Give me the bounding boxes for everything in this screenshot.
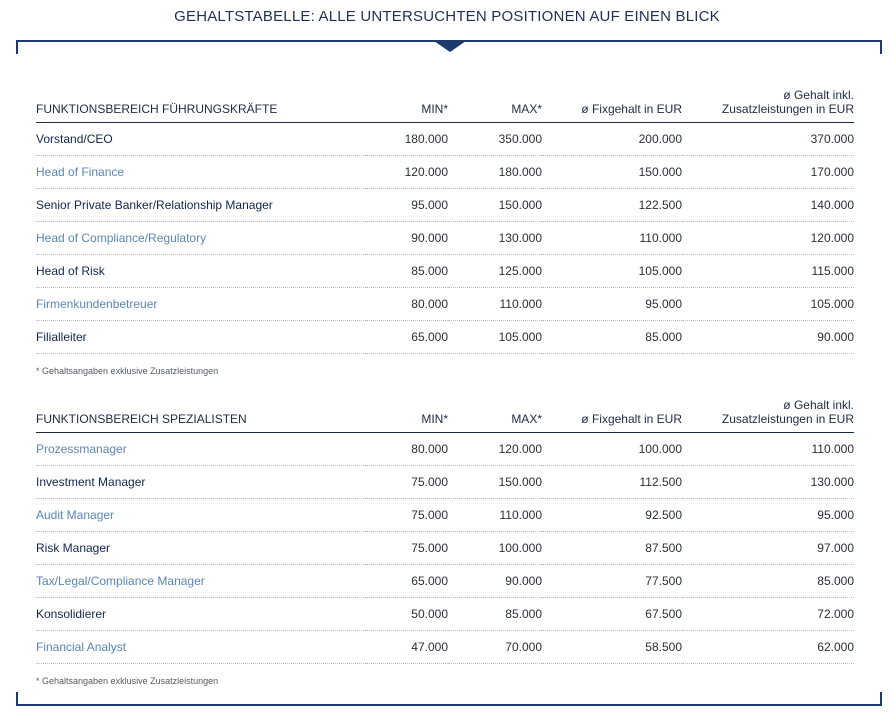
cell-min: 120.000 <box>366 156 448 189</box>
cell-fix: 200.000 <box>542 123 682 156</box>
frame-notch-arrow-icon <box>434 41 466 52</box>
cell-fix: 112.500 <box>542 466 682 499</box>
cell-min: 75.000 <box>366 532 448 565</box>
cell-min: 95.000 <box>366 189 448 222</box>
cell-fix: 122.500 <box>542 189 682 222</box>
cell-fix: 150.000 <box>542 156 682 189</box>
cell-fix: 77.500 <box>542 565 682 598</box>
cell-max: 120.000 <box>448 433 542 466</box>
position-name: Vorstand/CEO <box>36 123 366 156</box>
cell-fix: 92.500 <box>542 499 682 532</box>
cell-max: 70.000 <box>448 631 542 664</box>
cell-min: 75.000 <box>366 466 448 499</box>
position-name: Prozessmanager <box>36 433 366 466</box>
table-row <box>36 631 854 664</box>
cell-fix: 67.500 <box>542 598 682 631</box>
cell-min: 85.000 <box>366 255 448 288</box>
cell-min: 65.000 <box>366 565 448 598</box>
position-name: Head of Compliance/Regulatory <box>36 222 366 255</box>
column-header-fix: ø Fixgehalt in EUR <box>542 386 682 433</box>
cell-total: 370.000 <box>682 123 854 156</box>
cell-fix: 105.000 <box>542 255 682 288</box>
salary-table-fuehrungskraefte <box>36 76 854 354</box>
position-name: Senior Private Banker/Relationship Manager <box>36 189 366 222</box>
cell-fix: 110.000 <box>542 222 682 255</box>
cell-total: 97.000 <box>682 532 854 565</box>
column-header-total-line2: Zusatzleistungen in EUR <box>721 412 854 426</box>
footnote: * Gehaltsangaben exklusive Zusatzleistungen <box>36 676 219 686</box>
cell-min: 80.000 <box>366 288 448 321</box>
table-row <box>36 156 854 189</box>
frame-corner-bottom-right <box>880 692 882 706</box>
cell-total: 140.000 <box>682 189 854 222</box>
cell-total: 170.000 <box>682 156 854 189</box>
column-header-total-line1: ø Gehalt inkl. <box>783 398 854 412</box>
column-header-total <box>682 386 854 433</box>
cell-min: 47.000 <box>366 631 448 664</box>
column-header-total <box>682 76 854 123</box>
section-fuehrungskraefte <box>36 76 854 376</box>
cell-max: 180.000 <box>448 156 542 189</box>
table-header-row <box>36 76 854 123</box>
table-row <box>36 123 854 156</box>
cell-total: 115.000 <box>682 255 854 288</box>
cell-max: 110.000 <box>448 499 542 532</box>
cell-min: 180.000 <box>366 123 448 156</box>
frame-corner-top-right <box>880 40 882 54</box>
position-name: Konsolidierer <box>36 598 366 631</box>
position-name: Tax/Legal/Compliance Manager <box>36 565 366 598</box>
cell-max: 90.000 <box>448 565 542 598</box>
footnote: * Gehaltsangaben exklusive Zusatzleistungen <box>36 366 219 376</box>
position-name: Filialleiter <box>36 321 366 354</box>
table-row <box>36 189 854 222</box>
cell-max: 100.000 <box>448 532 542 565</box>
column-header-max: MAX* <box>448 76 542 123</box>
table-row <box>36 288 854 321</box>
cell-max: 150.000 <box>448 189 542 222</box>
cell-max: 150.000 <box>448 466 542 499</box>
cell-total: 72.000 <box>682 598 854 631</box>
position-name: Financial Analyst <box>36 631 366 664</box>
table-row <box>36 433 854 466</box>
cell-fix: 87.500 <box>542 532 682 565</box>
table-row <box>36 466 854 499</box>
cell-fix: 95.000 <box>542 288 682 321</box>
cell-fix: 58.500 <box>542 631 682 664</box>
cell-max: 125.000 <box>448 255 542 288</box>
position-name: Risk Manager <box>36 532 366 565</box>
frame-bottom-border <box>16 704 882 706</box>
position-name: Audit Manager <box>36 499 366 532</box>
table-row <box>36 222 854 255</box>
position-name: Firmenkundenbetreuer <box>36 288 366 321</box>
position-name: Head of Finance <box>36 156 366 189</box>
column-header-min: MIN* <box>366 386 448 433</box>
cell-min: 65.000 <box>366 321 448 354</box>
cell-max: 110.000 <box>448 288 542 321</box>
salary-table-spezialisten <box>36 386 854 664</box>
section-heading: FUNKTIONSBEREICH SPEZIALISTEN <box>36 386 366 433</box>
cell-total: 85.000 <box>682 565 854 598</box>
frame-corner-bottom-left <box>16 692 18 706</box>
cell-max: 105.000 <box>448 321 542 354</box>
cell-total: 110.000 <box>682 433 854 466</box>
page-title: GEHALTSTABELLE: ALLE UNTERSUCHTEN POSITIONEN AUF EINEN BLICK <box>174 8 720 25</box>
cell-fix: 85.000 <box>542 321 682 354</box>
cell-total: 120.000 <box>682 222 854 255</box>
column-header-max: MAX* <box>448 386 542 433</box>
column-header-min: MIN* <box>366 76 448 123</box>
cell-min: 75.000 <box>366 499 448 532</box>
position-name: Head of Risk <box>36 255 366 288</box>
cell-min: 90.000 <box>366 222 448 255</box>
cell-total: 105.000 <box>682 288 854 321</box>
table-row <box>36 532 854 565</box>
table-row <box>36 565 854 598</box>
column-header-total-line1: ø Gehalt inkl. <box>783 88 854 102</box>
cell-fix: 100.000 <box>542 433 682 466</box>
table-header-row <box>36 386 854 433</box>
column-header-total-line2: Zusatzleistungen in EUR <box>721 102 854 116</box>
cell-total: 130.000 <box>682 466 854 499</box>
cell-total: 95.000 <box>682 499 854 532</box>
table-row <box>36 321 854 354</box>
cell-total: 62.000 <box>682 631 854 664</box>
table-row <box>36 598 854 631</box>
column-header-fix: ø Fixgehalt in EUR <box>542 76 682 123</box>
section-heading: FUNKTIONSBEREICH FÜHRUNGSKRÄFTE <box>36 76 366 123</box>
cell-min: 50.000 <box>366 598 448 631</box>
cell-max: 130.000 <box>448 222 542 255</box>
cell-min: 80.000 <box>366 433 448 466</box>
position-name: Investment Manager <box>36 466 366 499</box>
cell-max: 350.000 <box>448 123 542 156</box>
cell-total: 90.000 <box>682 321 854 354</box>
section-spezialisten <box>36 386 854 686</box>
cell-max: 85.000 <box>448 598 542 631</box>
table-row <box>36 499 854 532</box>
frame-corner-top-left <box>16 40 18 54</box>
table-row <box>36 255 854 288</box>
